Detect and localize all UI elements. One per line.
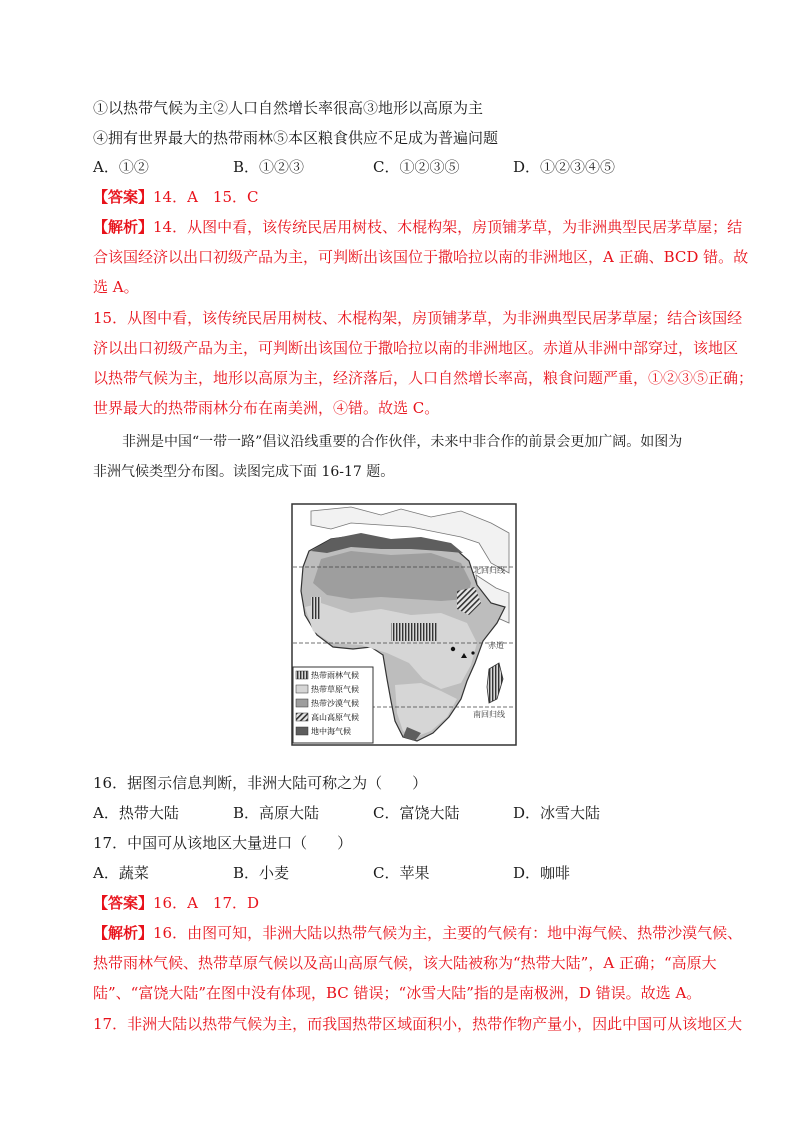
label-tropic-north: 北回归线 bbox=[473, 566, 505, 575]
analysis-1-line-2: 合该国经济以出口初级产品为主，可判断出该国位于撒哈拉以南的非洲地区，A 正确、BCD 错。故 bbox=[93, 248, 749, 266]
answer-text-2: 16．A 17．D bbox=[153, 894, 260, 912]
rainforest-west bbox=[311, 597, 321, 619]
analysis-1-line-3: 选 A。 bbox=[93, 278, 139, 296]
label-tropic-south: 南回归线 bbox=[473, 710, 505, 719]
legend-swatch-mediterranean bbox=[296, 727, 308, 735]
answer-tag-2: 【答案】 bbox=[93, 894, 154, 912]
rainforest-congo bbox=[391, 623, 437, 641]
q16-option-c: C．富饶大陆 bbox=[373, 804, 460, 822]
q15-option-a: A．①② bbox=[93, 158, 149, 176]
q17-option-a: A．蔬菜 bbox=[93, 864, 149, 882]
analysis-1-line-6: 以热带气候为主，地形以高原为主，经济落后，人口自然增长率高，粮食问题严重，①②③⑤正确； bbox=[93, 369, 754, 387]
q16-option-a: A．热带大陆 bbox=[93, 804, 179, 822]
analysis-1-line-7: 世界最大的热带雨林分布在南美洲，④错。故选 C。 bbox=[93, 399, 440, 417]
legend-label-rainforest: 热带雨林气候 bbox=[311, 671, 359, 680]
legend-swatch-highland bbox=[296, 713, 308, 721]
q15-option-c: C．①②③⑤ bbox=[373, 158, 460, 176]
legend-label-highland: 高山高原气候 bbox=[311, 713, 359, 722]
q15-stem-line-1: ①以热带气候为主②人口自然增长率很高③地形以高原为主 bbox=[93, 99, 484, 117]
legend-label-savanna: 热带草原气候 bbox=[311, 685, 359, 694]
q17-option-c: C．苹果 bbox=[373, 864, 430, 882]
analysis-text: 14．从图中看，该传统民居用树枝、木棍构架，房顶铺茅草，为非洲典型民居茅草屋；结 bbox=[153, 218, 743, 236]
analysis-1-line-1 bbox=[93, 217, 742, 237]
analysis-tag: 【解析】 bbox=[93, 218, 154, 236]
legend-swatch-desert bbox=[296, 699, 308, 707]
analysis-2-line-4: 17．非洲大陆以热带气候为主，而我国热带区域面积小，热带作物产量小，因此中国可从该地区大 bbox=[93, 1015, 743, 1033]
legend-label-mediterranean: 地中海气候 bbox=[311, 727, 351, 736]
q16-option-b: B．高原大陆 bbox=[233, 804, 320, 822]
q17-option-b: B．小麦 bbox=[233, 864, 290, 882]
analysis-tag-2: 【解析】 bbox=[93, 924, 154, 942]
q16-option-d: D．冰雪大陆 bbox=[513, 804, 601, 822]
intro-line-2: 非洲气候类型分布图。读图完成下面 16-17 题。 bbox=[93, 464, 395, 480]
analysis-2-line-1 bbox=[93, 923, 742, 943]
location-dot-2 bbox=[471, 651, 474, 654]
label-equator: 赤道 bbox=[488, 641, 504, 650]
q15-stem-line-2: ④拥有世界最大的热带雨林⑤本区粮食供应不足成为普遍问题 bbox=[93, 129, 499, 147]
intro-line-1: 非洲是中国“一带一路”倡议沿线重要的合作伙伴，未来中非合作的前景会更加广阔。如图为 bbox=[122, 434, 683, 450]
analysis-1-line-4: 15．从图中看，该传统民居用树枝、木棍构架，房顶铺茅草，为非洲典型民居茅草屋；结合该国经 bbox=[93, 309, 743, 327]
answer-text: 14．A 15．C bbox=[153, 188, 259, 206]
q17-stem: 17．中国可从该地区大量进口（ ） bbox=[93, 834, 353, 852]
q16-stem: 16．据图示信息判断，非洲大陆可称之为（ ） bbox=[93, 774, 428, 792]
legend-swatch-savanna bbox=[296, 685, 308, 693]
map-legend bbox=[293, 667, 373, 743]
analysis-2-line-2: 热带雨林气候、热带草原气候以及高山高原气候，该大陆被称为“热带大陆”，A 正确；“高原大 bbox=[93, 954, 717, 972]
sahara-desert bbox=[313, 551, 471, 601]
q15-option-d: D．①②③④⑤ bbox=[513, 158, 616, 176]
location-dot bbox=[451, 647, 455, 651]
analysis-2-line-3: 陆”、“富饶大陆”在图中没有体现，BC 错误；“冰雪大陆”指的是南极洲，D 错误。故选 A。 bbox=[93, 984, 702, 1002]
analysis-1-line-5: 济以出口初级产品为主，可判断出该国位于撒哈拉以南的非洲地区。赤道从非洲中部穿过，该地区 bbox=[93, 339, 739, 357]
answer-block-2 bbox=[93, 893, 259, 913]
africa-climate-map bbox=[291, 503, 517, 746]
q15-option-b: B．①②③ bbox=[233, 158, 305, 176]
q17-option-d: D．咖啡 bbox=[513, 864, 571, 882]
answer-block-1 bbox=[93, 187, 259, 207]
answer-tag: 【答案】 bbox=[93, 188, 154, 206]
legend-label-desert: 热带沙漠气候 bbox=[311, 699, 359, 708]
analysis-text-2: 16．由图可知，非洲大陆以热带气候为主，主要的气候有：地中海气候、热带沙漠气候、 bbox=[153, 924, 743, 942]
legend-swatch-rainforest bbox=[296, 671, 308, 679]
